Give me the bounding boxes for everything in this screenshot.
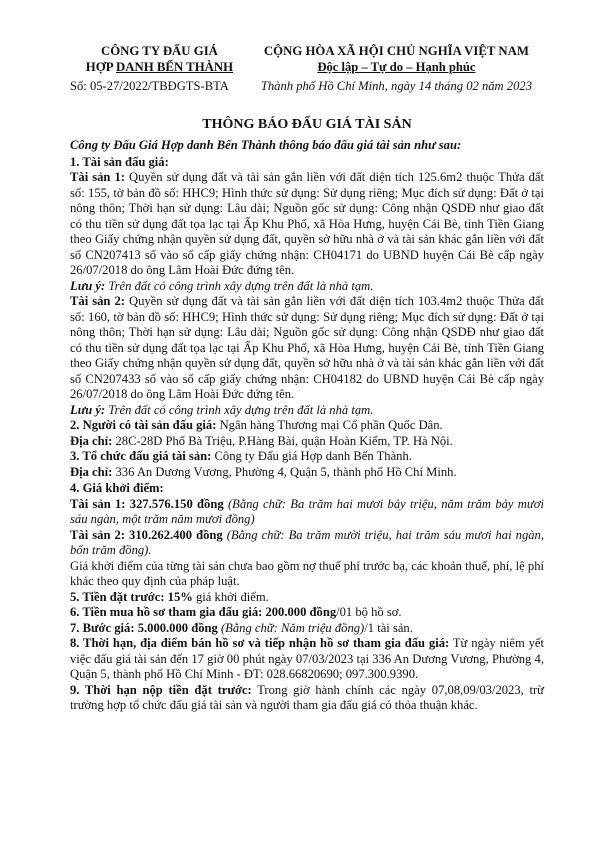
issuer-block [70,44,249,95]
document-header [70,44,544,95]
issuer-name-line1: CÔNG TY ĐẤU GIÁ [100,44,218,58]
starting-price-1: Tài sản 1: 327.576.150 đồng (Bằng chữ: Ba trăm hai mươi bảy triệu, năm trăm bảy mươi sáu ngàn, một trăm năm mươi đồng) [70,496,544,526]
starting-price-note: Giá khởi điểm của từng tài sản chưa bao gồm nợ thuế phí trước bạ, các khoản thuế, phí, lệ phí khác theo quy định của pháp luật. [70,558,544,588]
asset-2-note: Lưu ý: Trên đất có công trình xây dựng trên đất là nhà tạm. [70,402,374,417]
intro-text: Công ty Đấu Giá Hợp danh Bến Thành thông báo đấu giá tài sản như sau: [70,138,462,152]
section-3-address: Địa chỉ: 336 An Dương Vương, Phường 4, Quận 5, thành phố Hồ Chí Minh. [70,464,457,479]
page-title: THÔNG BÁO ĐẤU GIÁ TÀI SẢN [202,116,412,132]
asset-1-note: Lưu ý: Trên đất có công trình xây dựng trên đất là nhà tạm. [70,278,374,293]
section-7: 7. Bước giá: 5.000.000 đồng (Bằng chữ: Năm triệu đồng)/1 tài sản. [70,620,413,635]
section-2-address: Địa chỉ: 28C-28D Phố Bà Triệu, P.Hàng Bài, quận Hoàn Kiếm, TP. Hà Nội. [70,433,453,448]
national-header [249,44,544,95]
asset-1: Tài sản 1: Quyền sử dụng đất và tài sản gắn liền với đất diện tích 125.6m2 thuộc Thửa đất số: 155, tờ bản đồ số: HHC9; Hình thức sử dụng: Sử dụng riêng; Mục đích sử dụng: Đất ở tại nông thôn; Thời hạn sử dụng: Lâu dài; Nguồn gốc sử dụng: Công nhận QSDĐ như giao đất có thu tiền sử dụng đất tọa lạc tại Ấp Khu Phố, xã Hòa Hưng, huyện Cái Bè, tỉnh Tiền Giang theo Giấy chứng nhận quyền sử dụng đất, quyền sở hữu nhà ở và tài sản khác gắn liền với đất số CN207413 số vào sổ cấp giấy chứng nhận: CH04171 do UBND huyện Cái Bè cấp ngày 26/07/2018 do ông Lâm Hoài Đức đứng tên. [70,170,545,277]
section-9: 9. Thời hạn nộp tiền đặt trước: Trong giờ hành chính các ngày 07,08,09/03/2023, trừ trường hợp tổ chức đấu giá tài sản và người tham gia đấu giá có thỏa thuận khác. [70,682,544,712]
section-1-heading: 1. Tài sản đấu giá: [70,154,169,169]
section-8: 8. Thời hạn, địa điểm bán hồ sơ và tiếp nhận hồ sơ tham gia đấu giá: Từ ngày niêm yết việc đấu giá tài sản đến 17 giờ 00 phút ngày 07/03/2023 tại 336 An Dương Vương, Phường 4, Quận 5, thành phố Hồ Chí Minh - ĐT: 028.66820690; 097.300.9390. [70,636,544,681]
issuer-name-line2: HỢP DANH BẾN THÀNH [85,59,234,74]
section-5: 5. Tiền đặt trước: 15% giá khởi điểm. [70,589,269,604]
issue-date: Thành phố Hồ Chí Minh, ngày 14 tháng 02 năm 2023 [260,79,532,93]
asset-2: Tài sản 2: Quyền sử dụng đất và tài sản gắn liền với đất diện tích 103.4m2 thuộc Thửa đất số: 160, tờ bản đồ số: HHC9; Hình thức sử dụng: Sử dụng riêng; Mục đích sử dụng: Đất ở tại nông thôn; Thời hạn sử dụng: Lâu dài; Nguồn gốc sử dụng: Công nhận QSDĐ như giao đất có thu tiền sử dụng đất tọa lạc tại Ấp Khu Phố, xã Hòa Hưng, huyện Cái Bè, tỉnh Tiền Giang theo Giấy chứng nhận quyền sử dụng đất, quyền sở hữu nhà ở và tài sản khác gắn liền với đất số CN207433 số vào sổ cấp giấy chứng nhận: CH04182 do UBND huyện Cái Bè cấp ngày 26/07/2018 do ông Lâm Hoài Đức đứng tên. [70,294,545,401]
section-4-heading: 4. Giá khởi điểm: [70,481,164,495]
section-6: 6. Tiền mua hồ sơ tham gia đấu giá: 200.000 đồng/01 bộ hồ sơ. [70,605,402,619]
national-motto: Độc lập – Tự do – Hạnh phúc [317,59,476,74]
document-number: Số: 05-27/2022/TBĐGTS-BTA [70,79,229,93]
section-3: 3. Tổ chức đấu giá tài sản: Công ty Đấu giá Hợp danh Bến Thành. [70,449,412,463]
national-title: CỘNG HÒA XÃ HỘI CHỦ NGHĨA VIỆT NAM [263,44,529,58]
section-2: 2. Người có tài sản đấu giá: Ngân hàng Thương mại Cổ phần Quốc Dân. [70,418,443,432]
starting-price-2: Tài sản 2: 310.262.400 đồng (Bằng chữ: Ba trăm mười triệu, hai trăm sáu mươi hai ngàn, bốn trăm đồng). [70,527,544,557]
